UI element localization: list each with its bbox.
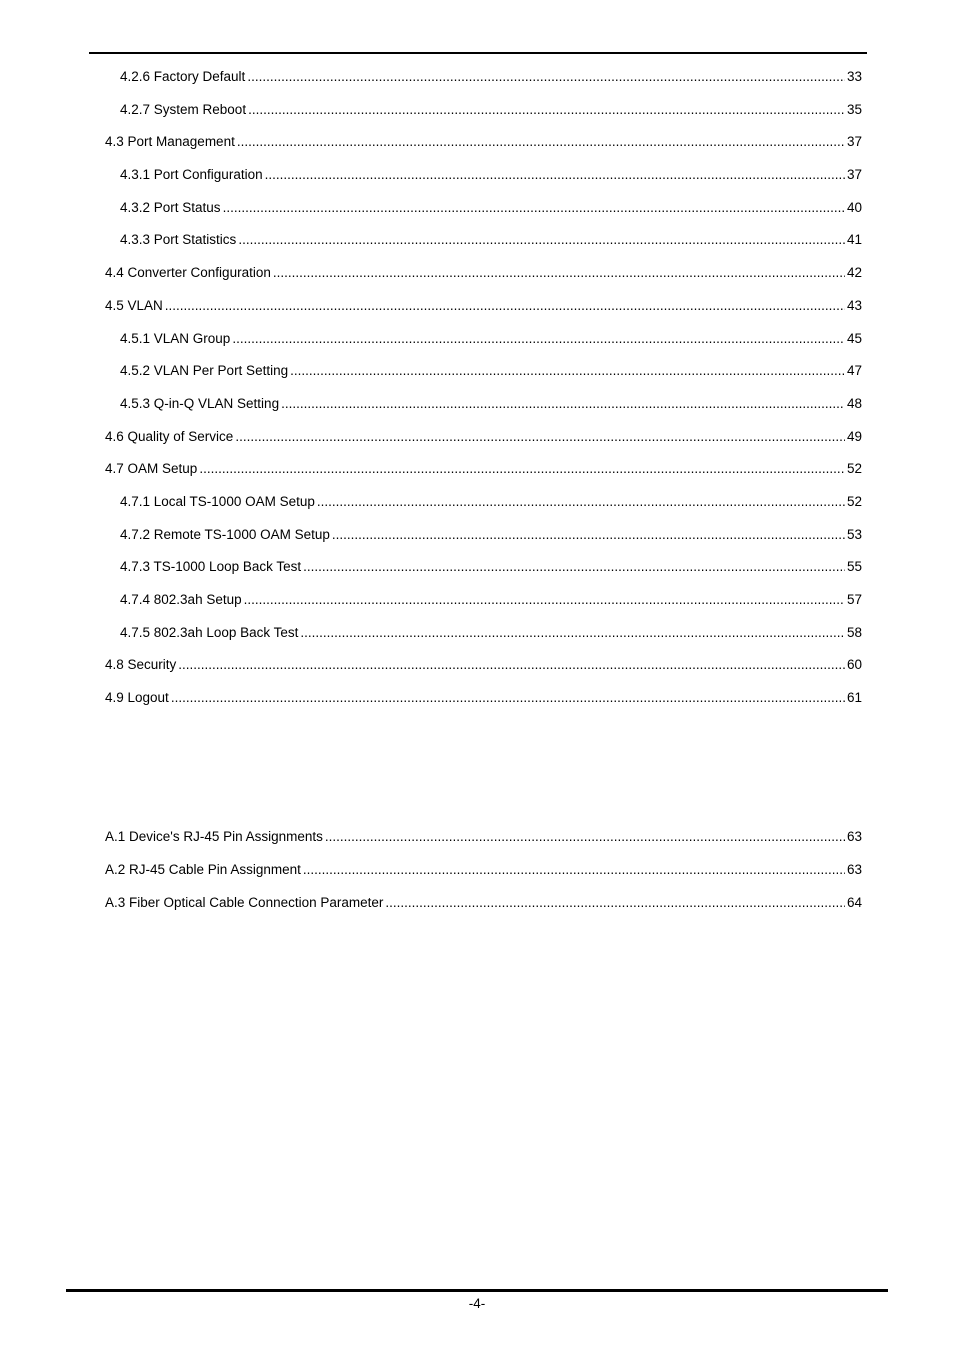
toc-entry-4-2-7 xyxy=(120,98,862,118)
toc-entry-a-3 xyxy=(105,891,862,911)
toc-entry-4-2-6 xyxy=(120,65,862,85)
toc-dot-leader xyxy=(232,331,845,347)
toc-entry-page: 61 xyxy=(846,690,862,705)
footer-rule xyxy=(66,1289,888,1292)
toc-dot-leader xyxy=(238,232,845,248)
toc-entry-title: 4.3.3 Port Statistics xyxy=(120,232,237,247)
toc-dot-leader xyxy=(235,429,845,445)
toc-dot-leader xyxy=(248,102,845,118)
toc-entry-4-7 xyxy=(105,457,862,477)
toc-entry-page: 64 xyxy=(846,895,862,910)
toc-entry-a-1 xyxy=(105,825,862,845)
toc-entry-page: 49 xyxy=(846,429,862,444)
toc-entry-4-3-1 xyxy=(120,163,862,183)
toc-entry-title: 4.8 Security xyxy=(105,657,177,672)
toc-entry-4-7-2 xyxy=(120,523,862,543)
toc-entry-page: 35 xyxy=(846,102,862,117)
toc-entry-title: 4.7.4 802.3ah Setup xyxy=(120,592,242,607)
toc-entry-title: 4.3 Port Management xyxy=(105,134,235,149)
toc-entry-title: 4.5.3 Q-in-Q VLAN Setting xyxy=(120,396,280,411)
toc-entry-4-6 xyxy=(105,425,862,445)
toc-entry-title: 4.7 OAM Setup xyxy=(105,461,198,476)
toc-entry-page: 53 xyxy=(846,527,862,542)
toc-dot-leader xyxy=(385,895,845,911)
toc-dot-leader xyxy=(303,559,845,575)
toc-entry-page: 41 xyxy=(846,232,862,247)
toc-entry-title: A.3 Fiber Optical Cable Connection Parameter xyxy=(105,895,384,910)
toc-entry-page: 58 xyxy=(846,625,862,640)
toc-entry-title: 4.9 Logout xyxy=(105,690,169,705)
toc-entry-page: 47 xyxy=(846,363,862,378)
toc-dot-leader xyxy=(171,690,845,706)
toc-entry-4-3-3 xyxy=(120,228,862,248)
toc-entry-page: 37 xyxy=(846,134,862,149)
toc-entry-a-2 xyxy=(105,858,862,878)
toc-entry-page: 60 xyxy=(846,657,862,672)
toc-dot-leader xyxy=(300,625,845,641)
toc-entry-4-5-3 xyxy=(120,392,862,412)
toc-dot-leader xyxy=(223,200,845,216)
toc-dot-leader xyxy=(247,69,845,85)
toc-entry-title: A.2 RJ-45 Cable Pin Assignment xyxy=(105,862,301,877)
page-number: -4- xyxy=(468,1296,486,1311)
toc-entry-4-5-1 xyxy=(120,327,862,347)
toc-dot-leader xyxy=(244,592,845,608)
toc-dot-leader xyxy=(317,494,845,510)
toc-dot-leader xyxy=(165,298,845,314)
toc-entry-4-7-4 xyxy=(120,588,862,608)
toc-entry-page: 63 xyxy=(846,862,862,877)
toc-entry-title: A.1 Device's RJ-45 Pin Assignments xyxy=(105,829,323,844)
toc-entry-4-9 xyxy=(105,686,862,706)
toc-entry-page: 42 xyxy=(846,265,862,280)
toc-entry-4-5 xyxy=(105,294,862,314)
toc-entry-title: 4.3.2 Port Status xyxy=(120,200,221,215)
toc-entry-page: 57 xyxy=(846,592,862,607)
toc-entry-title: 4.7.3 TS-1000 Loop Back Test xyxy=(120,559,302,574)
toc-dot-leader xyxy=(178,657,845,673)
toc-entry-page: 40 xyxy=(846,200,862,215)
toc-entry-title: 4.4 Converter Configuration xyxy=(105,265,271,280)
toc-entry-title: 4.2.7 System Reboot xyxy=(120,102,247,117)
toc-entry-4-4 xyxy=(105,261,862,281)
toc-entry-page: 33 xyxy=(846,69,862,84)
toc-entry-4-3 xyxy=(105,130,862,150)
toc-entry-4-5-2 xyxy=(120,359,862,379)
toc-entry-page: 45 xyxy=(846,331,862,346)
toc-entry-page: 52 xyxy=(846,461,862,476)
toc-entry-page: 43 xyxy=(846,298,862,313)
toc-entry-4-7-1 xyxy=(120,490,862,510)
toc-entry-title: 4.2.6 Factory Default xyxy=(120,69,246,84)
toc-entry-4-3-2 xyxy=(120,196,862,216)
toc-entry-title: 4.5 VLAN xyxy=(105,298,163,313)
toc-dot-leader xyxy=(237,134,845,150)
toc-dot-leader xyxy=(199,461,845,477)
toc-dot-leader xyxy=(332,527,845,543)
toc-entry-page: 52 xyxy=(846,494,862,509)
toc-entry-title: 4.5.2 VLAN Per Port Setting xyxy=(120,363,289,378)
toc-entry-page: 63 xyxy=(846,829,862,844)
toc-entry-title: 4.6 Quality of Service xyxy=(105,429,234,444)
toc-entry-title: 4.5.1 VLAN Group xyxy=(120,331,231,346)
toc-entry-title: 4.3.1 Port Configuration xyxy=(120,167,263,182)
toc-dot-leader xyxy=(325,829,845,845)
toc-entry-page: 37 xyxy=(846,167,862,182)
toc-entry-page: 55 xyxy=(846,559,862,574)
toc-dot-leader xyxy=(273,265,845,281)
toc-entry-4-7-5 xyxy=(120,621,862,641)
toc-dot-leader xyxy=(290,363,845,379)
toc-dot-leader xyxy=(281,396,845,412)
toc-entry-title: 4.7.5 802.3ah Loop Back Test xyxy=(120,625,299,640)
toc-entry-title: 4.7.2 Remote TS-1000 OAM Setup xyxy=(120,527,330,542)
toc-entry-4-8 xyxy=(105,653,862,673)
toc-entry-title: 4.7.1 Local TS-1000 OAM Setup xyxy=(120,494,315,509)
toc-entry-4-7-3 xyxy=(120,555,862,575)
toc-entry-page: 48 xyxy=(846,396,862,411)
header-rule xyxy=(89,52,867,54)
toc-dot-leader xyxy=(265,167,845,183)
toc-dot-leader xyxy=(303,862,845,878)
